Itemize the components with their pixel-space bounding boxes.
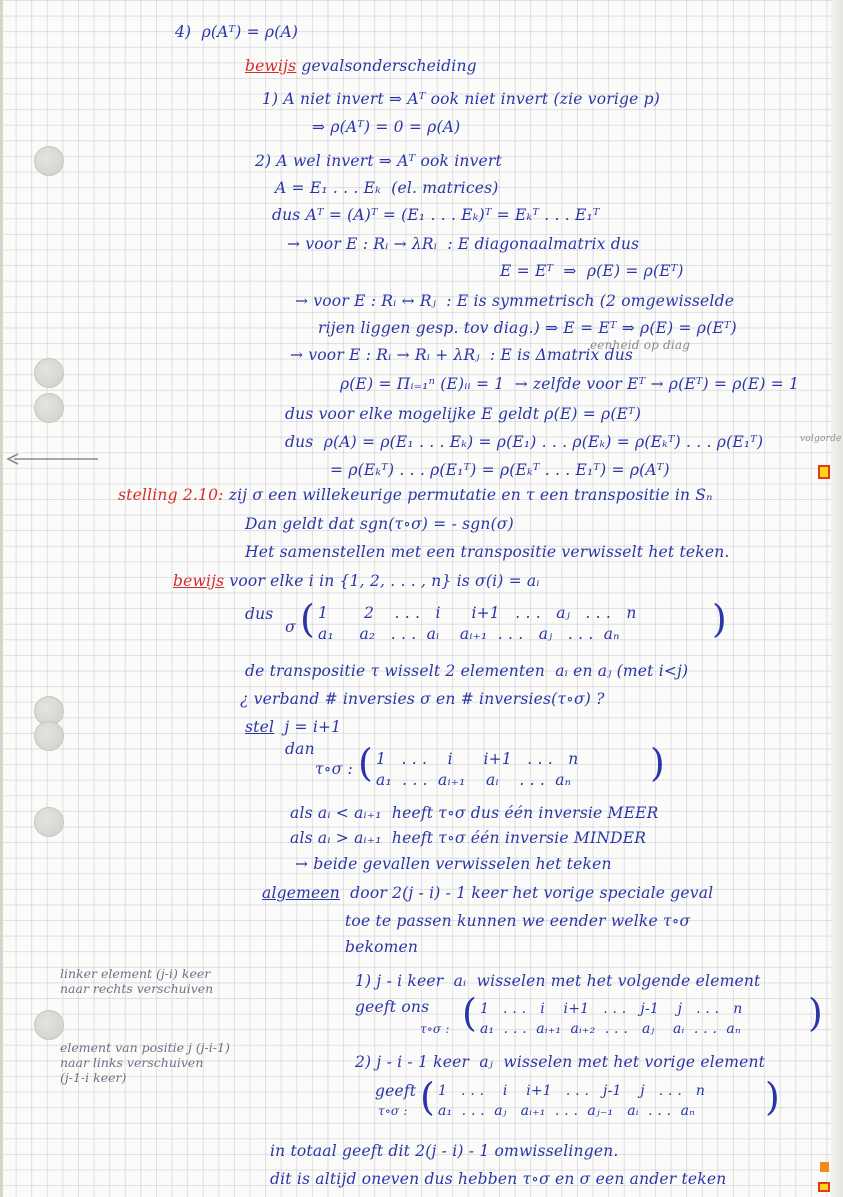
step-1: 1) j - i keer aᵢ wisselen met het volgende element bbox=[355, 972, 761, 990]
tau-matrix-bottom: a₁ . . . aᵢ₊₁ aᵢ . . . aₙ bbox=[376, 771, 572, 789]
case-addition: → voor E : Rᵢ → Rᵢ + λRⱼ : E is Δmatrix dus bbox=[290, 346, 634, 364]
step-2-tau: τ∘σ : bbox=[378, 1104, 408, 1118]
general-text: door 2(j - i) - 1 keer het vorige speciale geval bbox=[339, 884, 714, 902]
dan-label: dan bbox=[285, 740, 315, 758]
margin-note-left-shift: element van positie j (j-i-1) naar links verschuiven (j-1-i keer) bbox=[60, 1040, 230, 1085]
matrix-bracket-right: ) bbox=[712, 597, 727, 641]
matrix-bracket-left: ( bbox=[358, 741, 373, 785]
sticky-tab-orange bbox=[820, 1162, 829, 1172]
stel-label: stel bbox=[245, 718, 275, 736]
heading-property-4: 4) ρ(Aᵀ) = ρ(A) bbox=[175, 23, 299, 41]
matrix-bracket-left: ( bbox=[420, 1075, 435, 1119]
general-label: algemeen bbox=[262, 884, 340, 902]
theorem-label: stelling 2.10: bbox=[118, 486, 224, 504]
binder-hole bbox=[34, 807, 64, 837]
case-scaling: → voor E : Rᵢ → λRᵢ : E diagonaalmatrix dus bbox=[287, 235, 640, 253]
margin-note-right-shift: linker element (j-i) keer naar rechts verschuiven bbox=[60, 966, 214, 996]
theorem-claim: Dan geldt dat sgn(τ∘σ) = - sgn(σ) bbox=[245, 515, 514, 533]
case-scaling-result: E = Eᵀ ⇒ ρ(E) = ρ(Eᵀ) bbox=[500, 262, 684, 280]
total-swaps: in totaal geeft dit 2(j - i) - 1 omwisselingen. bbox=[270, 1142, 619, 1160]
assume-line bbox=[245, 718, 341, 736]
case-1-line: 1) A niet invert ⇒ Aᵀ ook niet invert (zie vorige p) bbox=[262, 90, 661, 108]
theorem-2-10 bbox=[118, 486, 713, 504]
case-swap: → voor E : Rᵢ ↔ Rⱼ : E is symmetrisch (2 omgewisselde bbox=[295, 292, 735, 310]
proof-heading bbox=[245, 57, 477, 75]
step-1-matrix-bottom: a₁ . . . aᵢ₊₁ aᵢ₊₂ . . . aⱼ aᵢ . . . aₙ bbox=[480, 1021, 741, 1037]
page-edge-right bbox=[831, 0, 843, 1197]
elementary-decomposition: A = E₁ . . . Eₖ (el. matrices) bbox=[275, 179, 499, 197]
case-swap-result: rijen liggen gesp. tov diag.) ⇒ E = Eᵀ ⇒ ρ(E) = ρ(Eᵀ) bbox=[318, 319, 737, 337]
matrix-bracket-right: ) bbox=[650, 741, 665, 785]
proof-start-text: voor elke i in {1, 2, . . . , n} is σ(i) = aᵢ bbox=[224, 572, 540, 590]
step-2-matrix-top: 1 . . . i i+1 . . . j-1 j . . . n bbox=[438, 1083, 706, 1099]
step-2-matrix-bottom: a₁ . . . aⱼ aᵢ₊₁ . . . aⱼ₋₁ aᵢ . . . aₙ bbox=[438, 1103, 696, 1119]
matrix-bracket-right: ) bbox=[765, 1075, 780, 1119]
proof-heading-text: gevalsonderscheiding bbox=[296, 57, 477, 75]
proof-label: bewijs bbox=[245, 57, 297, 75]
sigma-matrix-bottom: a₁ a₂ . . . aᵢ aᵢ₊₁ . . . aⱼ . . . aₙ bbox=[318, 625, 620, 643]
sticky-tab bbox=[818, 465, 830, 479]
tau-sigma-label: τ∘σ : bbox=[315, 760, 353, 778]
case-2-line: 2) A wel invert ⇒ Aᵀ ook invert bbox=[255, 152, 502, 170]
note-order: volgorde bbox=[800, 434, 842, 444]
binder-hole bbox=[34, 146, 64, 176]
step-1-matrix-top: 1 . . . i i+1 . . . j-1 j . . . n bbox=[480, 1001, 743, 1017]
sticky-tab bbox=[818, 1182, 830, 1192]
transpose-decomposition: dus Aᵀ = (A)ᵀ = (E₁ . . . Eₖ)ᵀ = Eₖᵀ . . . E₁ᵀ bbox=[272, 206, 600, 224]
sigma-matrix-top: 1 2 . . . i i+1 . . . aⱼ . . . n bbox=[318, 604, 637, 622]
conclusion-chain-2: = ρ(Eₖᵀ) . . . ρ(E₁ᵀ) = ρ(Eₖᵀ . . . E₁ᵀ) = ρ(Aᵀ) bbox=[330, 461, 670, 479]
question-inversions: ¿ verband # inversies σ en # inversies(τ∘σ) ? bbox=[240, 690, 605, 708]
conclusion-all-e: dus voor elke mogelijke E geldt ρ(E) = ρ(Eᵀ) bbox=[285, 405, 642, 423]
step-1-gives: geeft ons bbox=[355, 998, 430, 1016]
conclusion-chain: dus ρ(A) = ρ(E₁ . . . Eₖ) = ρ(E₁) . . . ρ(Eₖ) = ρ(Eₖᵀ) . . . ρ(E₁ᵀ) bbox=[285, 433, 764, 451]
tau-matrix-top: 1 . . . i i+1 . . . n bbox=[376, 750, 579, 768]
final-conclusion: dit is altijd oneven dus hebben τ∘σ en σ een ander teken bbox=[270, 1170, 727, 1188]
step-1-tau: τ∘σ : bbox=[420, 1022, 450, 1036]
proof-label-2: bewijs bbox=[173, 572, 225, 590]
page-edge bbox=[0, 0, 3, 1197]
binder-hole bbox=[34, 1010, 64, 1040]
proof-start bbox=[173, 572, 540, 590]
matrix-bracket-left: ( bbox=[462, 991, 477, 1035]
general-line bbox=[262, 884, 713, 902]
note-unit-diagonal: eenheid op diag bbox=[590, 338, 691, 352]
margin-arrow-icon bbox=[4, 452, 100, 466]
case-addition-result: ρ(E) = Πᵢ₌₁ⁿ (E)ᵢᵢ = 1 → zelfde voor Eᵀ → ρ(Eᵀ) = ρ(E) = 1 bbox=[340, 375, 800, 393]
matrix-bracket-left: ( bbox=[300, 597, 315, 641]
theorem-meaning: Het samenstellen met een transpositie verwisselt het teken. bbox=[245, 543, 730, 561]
both-cases: → beide gevallen verwisselen het teken bbox=[295, 855, 612, 873]
theorem-statement: zij σ een willekeurige permutatie en τ een transpositie in Sₙ bbox=[223, 486, 713, 504]
step-2-gives: geeft bbox=[375, 1082, 417, 1100]
binder-hole bbox=[34, 393, 64, 423]
assume-text: j = i+1 bbox=[274, 718, 342, 736]
matrix-bracket-right: ) bbox=[808, 991, 823, 1035]
dus-label: dus bbox=[245, 605, 274, 623]
transposition-def: de transpositie τ wisselt 2 elementen aᵢ en aⱼ (met i<j) bbox=[245, 662, 689, 680]
case-less: als aᵢ > aᵢ₊₁ heeft τ∘σ één inversie MINDER bbox=[290, 829, 647, 847]
case-1-result: ⇒ ρ(Aᵀ) = 0 = ρ(A) bbox=[312, 118, 461, 136]
general-cont: toe te passen kunnen we eender welke τ∘σ bbox=[345, 912, 691, 930]
sigma-label: σ bbox=[285, 618, 296, 636]
case-more: als aᵢ < aᵢ₊₁ heeft τ∘σ dus één inversie MEER bbox=[290, 804, 659, 822]
binder-hole bbox=[34, 358, 64, 388]
general-cont-2: bekomen bbox=[345, 938, 419, 956]
step-2: 2) j - i - 1 keer aⱼ wisselen met het vorige element bbox=[355, 1053, 766, 1071]
binder-hole bbox=[34, 721, 64, 751]
